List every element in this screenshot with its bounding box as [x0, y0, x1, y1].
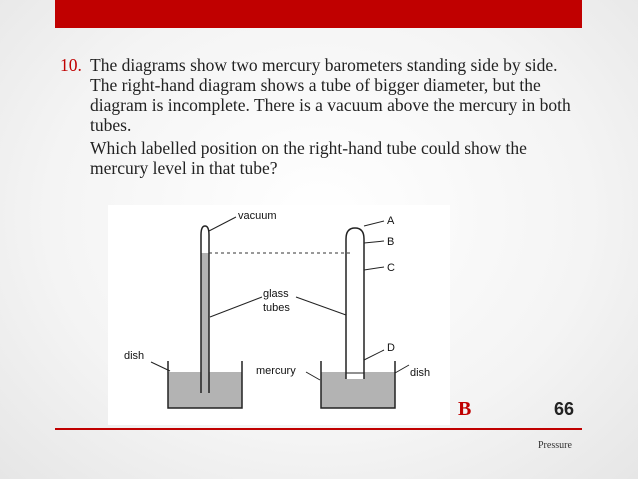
dish-left-leader [151, 362, 170, 371]
label-tubes: tubes [263, 302, 290, 314]
footer-title: Pressure [538, 440, 572, 451]
label-dish-left: dish [124, 350, 145, 362]
label-vacuum: vacuum [238, 210, 277, 222]
question-number: 10. [60, 55, 82, 75]
barometer-diagram [108, 205, 450, 425]
glass-leader-right [296, 297, 346, 315]
pointer-a [364, 221, 384, 226]
mercury-leader [306, 372, 320, 380]
footer-divider [55, 428, 582, 430]
label-position-c: C [387, 262, 395, 274]
top-accent-bar [55, 0, 582, 28]
glass-leader-left [210, 297, 262, 317]
question-text: The diagrams show two mercury barometers standing side by side. The right-hand diagram shows a tube of bigger diameter, but the diagram is incomplete. There is a vacuum above the mercury in both tubes. [90, 55, 571, 135]
pointer-d [364, 350, 384, 360]
label-position-a: A [387, 215, 395, 227]
barometer-svg [108, 205, 450, 425]
label-position-d: D [387, 342, 395, 354]
pointer-c [364, 267, 384, 270]
pointer-b [364, 241, 384, 243]
dish-right-leader [395, 365, 409, 373]
vacuum-leader [209, 217, 236, 231]
answer-text: B [458, 398, 472, 420]
page-number: 66 [554, 399, 575, 419]
label-mercury: mercury [256, 365, 296, 377]
label-position-b: B [387, 236, 395, 248]
left-tube-mercury [201, 253, 209, 393]
question-prompt: Which labelled position on the right-hand tube could show the mercury level in that tube? [90, 138, 527, 178]
right-tube [346, 228, 364, 379]
label-dish-right: dish [410, 367, 431, 379]
question-block [60, 55, 580, 178]
label-glass: glass [263, 288, 289, 300]
